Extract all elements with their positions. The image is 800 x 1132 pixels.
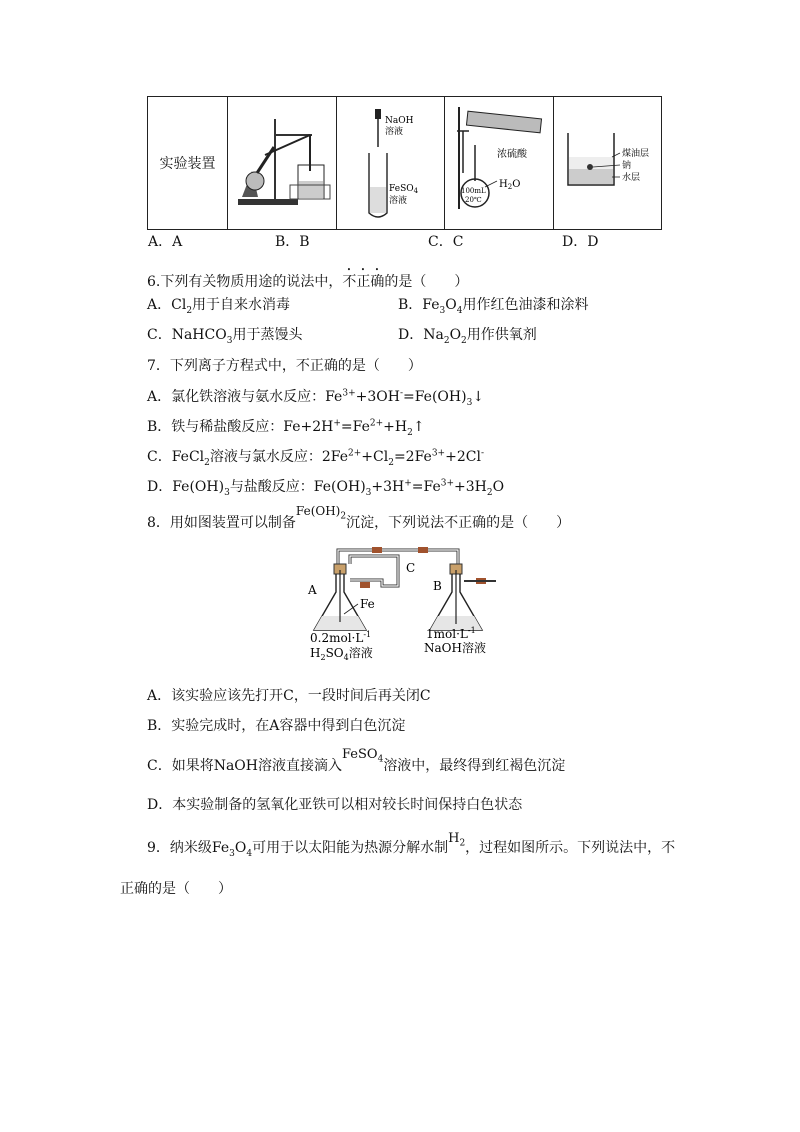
q7-d-s1: 3 (224, 487, 230, 498)
q5-option-b[interactable]: B．B (275, 234, 310, 250)
right-conc-text: 1mol·L (426, 627, 468, 641)
q7-c-s5: - (480, 448, 484, 459)
left-conc-sup: -1 (363, 630, 372, 639)
q6-a-text: A．Cl (147, 297, 187, 313)
q9-s2: 4 (246, 848, 253, 859)
water-label (499, 179, 520, 191)
flask-volume-label: 100mL (461, 187, 486, 195)
left-concentration-label (310, 630, 371, 645)
q7-d-p1: D．Fe(OH) (147, 479, 225, 495)
q7-d-p6: O (492, 479, 505, 495)
q6-option-b[interactable] (398, 296, 588, 314)
water-layer-label: 水层 (621, 173, 640, 183)
q7-b-s2: 2+ (369, 418, 384, 429)
q6-b-post: 用作红色油漆和涂料 (462, 297, 589, 313)
q7-b-p4: ↑ (412, 419, 425, 435)
clamp-c-label: C (406, 561, 416, 575)
q8-c-pre: C．如果将NaOH溶液直接滴入 (147, 758, 342, 774)
q7-d-s5: 2 (486, 487, 493, 498)
q7-d-s4: 3+ (440, 478, 455, 489)
q6-d-sub1: 2 (443, 335, 450, 346)
q7-c-p2: 溶液与氯水反应：2Fe (209, 449, 349, 465)
q6-stem-post: 的是（ ） (384, 274, 469, 290)
q7-c-p4: =2Fe (393, 449, 432, 465)
flask-a-label: A (308, 583, 317, 597)
q8-c-formula-sub: 4 (377, 754, 384, 765)
q7-option-c[interactable] (147, 448, 484, 466)
feso4-solution-label: 溶液 (388, 196, 407, 206)
left-sol-sub1: 2 (320, 653, 326, 662)
apparatus-d-cell (554, 97, 662, 230)
q7-option-a[interactable] (147, 388, 484, 406)
q8-option-b[interactable]: B．实验完成时，在A容器中得到白色沉淀 (147, 718, 406, 734)
q6-stem-pre: 6.下列有关物质用途的说法中， (147, 274, 343, 290)
left-sol-h: H (310, 646, 321, 660)
q9-h2-sub: 2 (459, 838, 466, 849)
q6-d-post: 用作供氧剂 (466, 327, 537, 343)
q7-b-s1: + (333, 418, 341, 429)
right-concentration-label (426, 626, 476, 641)
q6-a-sub: 2 (186, 305, 193, 316)
q5-option-c[interactable]: C．C (428, 234, 464, 250)
q7-d-p4: =Fe (411, 479, 441, 495)
q7-a-p3: =Fe(OH) (403, 389, 467, 405)
q7-a-p4: ↓ (472, 389, 485, 405)
apparatus-a-drawing (230, 101, 334, 221)
q6-option-a[interactable] (147, 296, 290, 314)
q8-c-formula-text: FeSO (342, 747, 378, 762)
apparatus-header-label: 实验装置 (159, 156, 216, 172)
q7-c-s1: 2 (204, 457, 210, 468)
q9-stem-post: ，过程如图所示。下列说法中，不 (465, 840, 676, 856)
q7-d-s2: 3 (365, 487, 372, 498)
apparatus-c-drawing (447, 101, 551, 221)
q5-option-a[interactable]: A．A (148, 234, 183, 250)
q8-stem-pre: 8．用如图装置可以制备 (147, 515, 296, 531)
q6-c-post: 用于蒸馒头 (232, 327, 303, 343)
apparatus-b-cell (336, 97, 445, 230)
iron-label: Fe (360, 597, 375, 611)
left-solution-label (310, 645, 373, 662)
q7-a-s1: 3+ (342, 388, 356, 399)
water-label-h: H (499, 179, 509, 190)
q6-d-text: D．Na (398, 327, 444, 343)
q7-c-s3: 2 (388, 457, 394, 468)
q9-stem-pre: 9．纳米级Fe (147, 840, 230, 856)
q7-d-p3: +3H (371, 479, 405, 495)
q8-apparatus-figure (300, 540, 500, 662)
q6-d-sub2: 2 (461, 335, 467, 346)
q7-c-p3: +Cl (361, 449, 389, 465)
q7-stem: 7．下列离子方程式中，不正确的是（ ） (147, 358, 422, 374)
feso4-label-sub: 4 (413, 187, 418, 195)
q7-c-s4: 3+ (431, 448, 446, 459)
apparatus-d-drawing (556, 101, 660, 221)
apparatus-table (147, 96, 662, 230)
right-solution-label: NaOH溶液 (424, 641, 486, 655)
q6-b-text: B．Fe (398, 297, 440, 313)
q8-c-post: 溶液中，最终得到红褐色沉淀 (383, 758, 566, 774)
q7-d-p5: +3H (454, 479, 487, 495)
q9-h2-text: H (448, 831, 460, 846)
kerosene-layer-label: 煤油层 (621, 149, 649, 159)
q7-c-s2: 2+ (348, 448, 362, 459)
q7-c-p1: C．FeCl (147, 449, 205, 465)
q6-c-sub: 3 (226, 335, 233, 346)
left-conc-text: 0.2mol·L (310, 631, 364, 645)
q9-s1: 3 (229, 848, 235, 859)
q8-stem-post: 沉淀，下列说法不正确的是（ ） (346, 515, 571, 531)
apparatus-a-cell (228, 97, 337, 230)
apparatus-header-cell (148, 97, 228, 230)
naoh-label: NaOH (384, 116, 414, 126)
q9-mid: O (234, 840, 247, 856)
q8-formula-text: Fe(OH) (295, 504, 341, 518)
q8-option-d[interactable]: D．本实验制备的氢氧化亚铁可以相对较长时间保持白色状态 (147, 797, 523, 813)
q8-formula (295, 504, 347, 522)
left-sol-post: 溶液 (348, 646, 373, 660)
sodium-label: 钠 (621, 161, 631, 171)
water-label-o: O (512, 179, 521, 190)
q6-c-text: C．NaHCO (147, 327, 227, 343)
q7-b-p2: =Fe (340, 419, 370, 435)
q8-stem (147, 504, 571, 532)
q6-d-mid: O (449, 327, 462, 343)
q7-d-s3: + (404, 478, 412, 489)
feso4-label (389, 184, 419, 195)
q9-h2 (448, 831, 466, 849)
q8-c-formula (342, 747, 384, 765)
q7-a-p2: +3OH (355, 389, 400, 405)
flask-temp-label: 20℃ (465, 196, 483, 204)
q7-option-d[interactable] (147, 478, 504, 496)
q6-option-c[interactable] (147, 326, 302, 344)
right-conc-sup: -1 (467, 626, 476, 635)
q6-a-post: 用于自来水消毒 (192, 297, 291, 313)
q7-d-p2: 与盐酸反应：Fe(OH) (229, 479, 366, 495)
q7-b-s3: 2 (407, 427, 413, 438)
water-label-sub: 2 (508, 183, 513, 191)
q9-stem-line2: 正确的是（ ） (120, 881, 232, 897)
q5-option-d[interactable]: D．D (562, 234, 599, 250)
q7-a-s2: - (399, 388, 403, 399)
q9-stem-mid: 可用于以太阳能为热源分解水制 (252, 840, 449, 856)
q9-stem-line1 (147, 831, 676, 859)
q7-b-p1: B．铁与稀盐酸反应：Fe+2H (147, 419, 334, 435)
q6-option-d[interactable] (398, 326, 537, 344)
naoh-solution-label: 溶液 (384, 127, 403, 137)
q7-b-p3: +H (383, 419, 408, 435)
q8-option-a[interactable]: A．该实验应该先打开C，一段时间后再关闭C (147, 688, 431, 704)
apparatus-c-cell (445, 97, 554, 230)
q6-b-sub1: 3 (439, 305, 446, 316)
q7-c-p5: +2Cl (445, 449, 481, 465)
apparatus-b-drawing (339, 101, 443, 221)
q6-b-mid: O (445, 297, 457, 313)
left-sol-sub2: 4 (343, 653, 349, 662)
q6-stem-emphasis: 不正确 (342, 274, 385, 290)
left-sol-so: SO (325, 646, 344, 660)
feso4-label-text: FeSO (388, 184, 414, 194)
conc-acid-label: 浓硫酸 (497, 149, 528, 160)
q8-formula-sub: 2 (340, 511, 347, 522)
q8-option-c[interactable] (147, 747, 566, 776)
q7-a-p1: A．氯化铁溶液与氨水反应：Fe (147, 389, 343, 405)
q6-stem (147, 266, 468, 291)
q6-b-sub2: 4 (456, 305, 463, 316)
q7-a-s3: 3 (466, 397, 473, 408)
q7-option-b[interactable] (147, 418, 425, 436)
flask-b-label: B (433, 579, 442, 593)
